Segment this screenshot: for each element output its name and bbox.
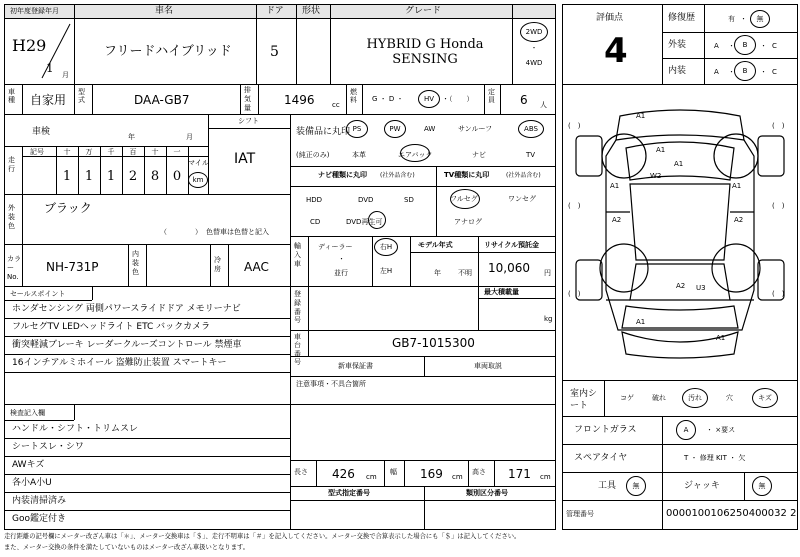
- equip-tv: TV: [526, 151, 536, 159]
- repair-dot: ・: [740, 15, 747, 23]
- width-unit: cm: [452, 473, 463, 481]
- type-number-label: 型式指定番号: [328, 489, 370, 497]
- selling-points-label: セールスポイント: [10, 290, 66, 298]
- inspector-note-2: シートスレ・シワ: [12, 442, 84, 452]
- exterior-grade-a: A: [714, 42, 719, 50]
- width-label: 幅: [390, 468, 397, 476]
- mileage-digit-1: 1: [84, 169, 94, 184]
- exterior-grade-b: B: [742, 41, 748, 49]
- mileage-digit-0: 1: [62, 169, 72, 184]
- max-load-label: 最大積載量: [484, 288, 519, 296]
- drive-dot: ・: [530, 44, 538, 52]
- repair-none: 無: [756, 15, 764, 23]
- digit-header-3: 百: [129, 148, 137, 156]
- grade-label: グレード: [405, 6, 442, 16]
- capacity-label: 定員: [488, 88, 495, 105]
- import-label: 輸入車: [294, 242, 301, 269]
- reg-number-label: 登録番号: [294, 290, 301, 325]
- windshield-a: A: [683, 426, 689, 434]
- seat-hole: 穴: [726, 394, 733, 402]
- car-name-label: 車名: [155, 6, 174, 16]
- svg-text:( ): ( ): [568, 122, 581, 130]
- shift-label: シフト: [238, 117, 259, 125]
- tv-oneseg: ワンセグ: [508, 195, 536, 203]
- tools-label: 工具: [598, 481, 617, 491]
- selling-point-4: 16インチアルミホイール 盗難防止装置 スマートキー: [12, 358, 227, 368]
- damage-a1-hood: A1: [656, 146, 666, 154]
- equip-aw: AW: [424, 125, 436, 133]
- damage-a1-left-fender: A1: [610, 182, 620, 190]
- first-reg-month-suffix: 月: [62, 71, 69, 79]
- width-value: 169: [420, 467, 443, 481]
- height-unit: cm: [540, 473, 551, 481]
- tv-fullseg: フルセグ: [450, 195, 478, 203]
- digit-header-5: 一: [173, 148, 181, 156]
- damage-a1-right-fender: A1: [732, 182, 742, 190]
- tv-label: TV種類に丸印: [444, 171, 490, 179]
- cc-unit: cc: [332, 101, 340, 109]
- damage-a2-right-door: A2: [734, 216, 744, 224]
- first-reg-month: 1: [46, 61, 54, 75]
- equip-pw: PW: [389, 125, 401, 133]
- color-label: 外装色: [8, 204, 15, 230]
- notes-label: 注意事項・不具合箇所: [296, 380, 366, 388]
- tv-sub: (社外品含む): [506, 172, 541, 179]
- length-unit: cm: [366, 473, 377, 481]
- exterior-dot-2: ・: [760, 42, 767, 50]
- kigou-label: 記号: [30, 148, 44, 156]
- model-year-unknown: 不明: [458, 269, 472, 277]
- seat-stain: 汚れ: [688, 394, 702, 402]
- mileage-digit-2: 1: [106, 169, 116, 184]
- exterior-grade-c: C: [772, 42, 777, 50]
- interior-grade-a: A: [714, 68, 719, 76]
- persons-unit: 人: [540, 101, 547, 109]
- equip-abs: ABS: [524, 125, 538, 133]
- mileage-digit-4: 8: [150, 169, 160, 184]
- repair-yes: 有: [728, 15, 735, 23]
- mileage-digit-3: 2: [128, 169, 138, 184]
- mile-label: マイル: [188, 159, 209, 167]
- model: DAA-GB7: [134, 93, 190, 107]
- svg-text:( ): ( ): [568, 202, 581, 210]
- equip-navi: ナビ: [472, 151, 486, 159]
- fuel-hv: HV: [423, 95, 435, 103]
- equipment-sub: (純正のみ): [296, 151, 330, 159]
- equipment-label: 装備品に丸印: [296, 127, 351, 137]
- navi-hdd: HDD: [306, 196, 323, 204]
- kg-unit: kg: [544, 315, 553, 323]
- height-label: 高さ: [472, 468, 486, 476]
- door-label: ドア: [266, 6, 284, 16]
- recycle-label: リサイクル預託金: [484, 241, 540, 249]
- fuel-options: G ・ D ・: [372, 95, 404, 103]
- damage-a1-bumper: A1: [716, 334, 726, 342]
- damage-a2-left-door: A2: [612, 216, 622, 224]
- seat-tear: 破れ: [652, 394, 666, 402]
- interior-grade-label: 内装: [668, 66, 687, 76]
- drive-2wd: 2WD: [525, 28, 543, 36]
- fuel-other: ・（ ）: [442, 95, 474, 103]
- import-dot: ・: [338, 255, 345, 263]
- damage-a1-front: A1: [636, 112, 646, 120]
- spare-tire-options: T ・ 修理 KIT ・ 欠: [684, 454, 746, 462]
- footer-line-1: 走行距離の記号欄にメーター改ざん車は「＊」、メーター交換車は「＄」、走行不明車は「＃」を記入してください。メーター交換で合算表示した場合にも「＄」は記入してください。: [4, 533, 521, 540]
- selling-point-1: ホンダセンシング 両側パワースライドドア メモリーナビ: [12, 304, 241, 314]
- damage-u3-rear: U3: [696, 284, 706, 292]
- exterior-color: ブラック: [44, 201, 92, 215]
- color-code-label: カラーNo.: [7, 255, 21, 282]
- inspection-label: 車検: [32, 127, 51, 137]
- inspector-note-4: 各小A小U: [12, 478, 52, 488]
- spare-tire-label: スペアタイヤ: [574, 453, 628, 463]
- tv-analog: アナログ: [454, 218, 482, 226]
- usage-label: 車種: [8, 88, 15, 105]
- svg-text:( ): ( ): [568, 290, 581, 298]
- windshield-other: ・ ×要ス: [706, 426, 736, 434]
- interior-grade-c: C: [772, 68, 777, 76]
- management-number-label: 管理番号: [566, 510, 594, 518]
- seat-scratch: キズ: [758, 394, 772, 402]
- door-count: 5: [270, 44, 279, 60]
- interior-grade-b: B: [742, 67, 748, 75]
- displacement-label: 排気量: [244, 86, 251, 112]
- grade-line2: SENSING: [392, 52, 458, 67]
- seat-label: 室内シート: [570, 389, 598, 411]
- interior-dot-2: ・: [760, 68, 767, 76]
- shape-label: 形状: [302, 6, 321, 16]
- usage: 自家用: [30, 93, 67, 107]
- height-value: 171: [508, 467, 531, 481]
- class-number-label: 類別区分番号: [466, 489, 508, 497]
- fuel-label: 燃料: [350, 88, 357, 105]
- yen-unit: 円: [544, 269, 551, 277]
- digit-header-4: 十: [151, 148, 159, 156]
- steering-left: 左H: [379, 267, 393, 275]
- damage-a1-rear-left: A1: [636, 318, 646, 326]
- navi-cd: CD: [310, 218, 321, 226]
- color-code: NH-731P: [46, 260, 99, 274]
- model-year-label: モデル年式: [418, 241, 453, 249]
- chassis-number: GB7-1015300: [392, 336, 475, 350]
- digit-header-2: 千: [107, 148, 115, 156]
- jack-none: 無: [758, 482, 766, 490]
- steering-right: 右H: [379, 243, 393, 251]
- svg-text:( ): ( ): [772, 122, 785, 130]
- grade-line1: HYBRID G Honda: [366, 37, 484, 52]
- import-dealer: ディーラー: [318, 243, 353, 251]
- km-unit: km: [192, 176, 204, 184]
- color-note-paren: （ ）: [160, 228, 202, 236]
- car-name: フリードハイブリッド: [104, 44, 232, 59]
- equip-ps: PS: [352, 125, 362, 133]
- color-note: 色替車は色替と記入: [206, 228, 269, 236]
- capacity: 6: [520, 93, 528, 107]
- inspector-label: 検査記入欄: [10, 409, 45, 417]
- inspector-note-1: ハンドル・シフト・トリムスレ: [12, 424, 139, 434]
- repair-label: 修復歴: [668, 13, 696, 23]
- damage-w2-windshield: W2: [650, 172, 662, 180]
- interior-dot-1: ・: [728, 68, 735, 76]
- model-year-unit: 年: [434, 269, 441, 277]
- drive-4wd: 4WD: [525, 59, 543, 67]
- chassis-label: 車台番号: [294, 333, 301, 367]
- windshield-label: フロントガラス: [574, 425, 637, 435]
- tools-none: 無: [632, 482, 640, 490]
- jack-label: ジャッキ: [684, 481, 720, 491]
- inspector-note-6: Goo鑑定付き: [12, 514, 66, 524]
- navi-sub: (社外品含む): [380, 172, 415, 179]
- recycle-fee: 10,060: [488, 261, 530, 275]
- navi-sd: SD: [404, 196, 414, 204]
- mileage-label: 走行: [8, 156, 15, 174]
- inspection-month: 月: [186, 133, 193, 141]
- navi-label: ナビ種類に丸印: [318, 171, 367, 179]
- shift: IAT: [234, 151, 256, 167]
- inspector-note-3: AWキズ: [12, 460, 45, 470]
- digit-header-0: 十: [63, 148, 71, 156]
- navi-dvdplay: DVD再生可: [346, 218, 383, 226]
- interior-color-label: 内装色: [132, 250, 139, 276]
- svg-text:( ): ( ): [772, 290, 785, 298]
- model-label: 型式: [78, 88, 85, 105]
- inspector-note-5: 内装清掃済み: [12, 496, 67, 506]
- score: 4: [604, 31, 628, 71]
- equip-leather: 本革: [352, 151, 366, 159]
- svg-text:( ): ( ): [772, 202, 785, 210]
- ac-type: AAC: [244, 260, 269, 274]
- selling-point-2: フルセグTV LEDヘッドライト ETC バックカメラ: [12, 322, 211, 332]
- length-label: 長さ: [294, 468, 308, 476]
- score-label: 評価点: [596, 13, 624, 23]
- seat-burn: コゲ: [620, 394, 634, 402]
- inspection-year: 年: [128, 133, 135, 141]
- ac-label: 冷房: [214, 256, 221, 273]
- digit-header-1: 万: [85, 148, 93, 156]
- car-damage-diagram: [566, 100, 794, 370]
- mileage-digit-5: 0: [172, 169, 182, 184]
- displacement: 1496: [284, 93, 315, 107]
- exterior-grade-label: 外装: [668, 40, 687, 50]
- equip-airbag: エアバック: [398, 151, 433, 159]
- management-number: 0000100106250400032 2: [666, 508, 797, 519]
- damage-a2-rear: A2: [676, 282, 686, 290]
- first-reg-label: 初年度登録年月: [10, 7, 59, 15]
- import-parallel: 並行: [334, 269, 348, 277]
- equip-sunroof: サンルーフ: [458, 125, 493, 133]
- first-reg-era: H29: [12, 36, 47, 55]
- manual-label: 車両取説: [474, 362, 502, 370]
- damage-a1-roof: A1: [674, 160, 684, 168]
- selling-point-3: 衝突軽減ブレーキ レーダークルーズコントロール 禁煙車: [12, 340, 242, 350]
- footer-line-2: また、メーター交換の条件を満たしていないものはメーター改ざん車扱いとなります。: [4, 544, 250, 551]
- exterior-dot-1: ・: [728, 42, 735, 50]
- warranty-label: 新車保証書: [338, 362, 373, 370]
- navi-dvd: DVD: [358, 196, 374, 204]
- length-value: 426: [332, 467, 355, 481]
